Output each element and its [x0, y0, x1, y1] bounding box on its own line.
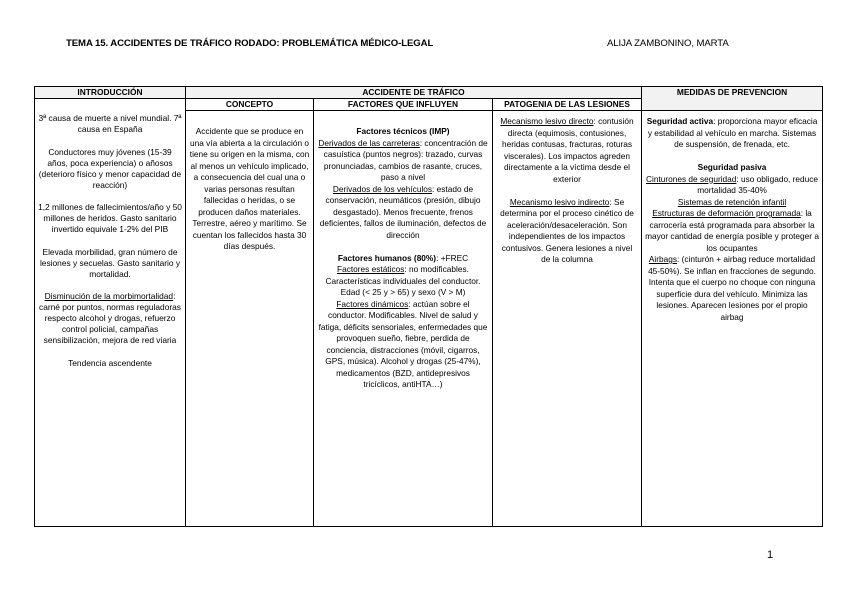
medidas-retencion: Sistemas de retención infantil	[677, 196, 787, 207]
medidas-activa	[645, 116, 819, 151]
document-author: ALIJA ZAMBONINO, MARTA	[607, 38, 729, 49]
col-header-introduccion: INTRODUCCIÓN	[35, 87, 186, 99]
humanos-title: Factores humanos (80%)	[337, 252, 437, 263]
medidas-cinturones	[645, 174, 819, 197]
factores-estaticos	[317, 264, 489, 299]
medidas-deformacion	[645, 208, 819, 254]
intro-p5	[38, 291, 182, 346]
humanos-text: : +FREC	[436, 252, 469, 263]
medidas-pasiva-title: Seguridad pasiva	[697, 162, 767, 172]
dinamicos-text: : actúan sobre el conductor. Modificables. Nivel de salud y fatiga, déficits sensoriales, enfermedades que provoquen sueño, fiebre, perdida de conciencia, distracciones (móvil, cigarros, GPS, música). Alcohol y drogas (25-47%), medicamentos (BZD, antidepresivos tricíclicos, antiHTA…)	[318, 298, 488, 389]
carreteras-title: Derivados de las carreteras	[318, 137, 420, 148]
intro-p5-title: Disminución de la morbimortalidad	[44, 291, 174, 301]
intro-p4: Elevada morbilidad, gran número de lesiones y secuelas. Gasto sanitario y mortalidad.	[39, 246, 181, 279]
patogenia-indirecto	[496, 197, 638, 266]
summary-table	[34, 86, 823, 527]
page-number: 1	[767, 549, 774, 561]
factores-dinamicos	[317, 299, 489, 391]
cell-introduccion	[35, 99, 186, 527]
intro-p6: Tendencia ascendente	[68, 357, 152, 368]
cinturones-title: Cinturones de seguridad	[645, 173, 737, 184]
vehiculos-title: Derivados de los vehículos	[332, 183, 433, 194]
col-header-medidas: MEDIDAS DE PREVENCION	[642, 87, 823, 111]
airbags-text: : (cinturón + airbag reduce mortalidad 45-50%). Se inflan en fracciones de segundo. Intenta que el cuerpo no choque con ninguna superficie dura del vehículo. Minimiza las lesiones. Aparecen lesiones por el propio airbag	[648, 254, 816, 322]
concepto-text: Accidente que se produce en una vía abierta a la circulación o tiene su origen en la misma, con al menos un vehículo implicado, a consecuencia del cual una o varias personas resultan fallecidas o heridas, o se producen daños materiales. Terrestre, aéreo y marítimo. Se cuentan los fallecidos hasta 30 días después.	[189, 126, 310, 251]
subheader-concepto: CONCEPTO	[186, 99, 314, 111]
vehiculos-text: : estado de conservación, neumáticos (presión, dibujo desgastado). Menos frecuente, frenos deficientes, fallos de iluminación, defectos de dirección	[319, 183, 487, 240]
col-header-accidente: ACCIDENTE DE TRÁFICO	[186, 87, 642, 99]
indirecto-title: Mecanismo lesivo indirecto	[509, 196, 610, 207]
cell-concepto	[186, 111, 314, 527]
cinturones-text: : uso obligado, reduce mortalidad 35-40%	[697, 173, 819, 195]
factores-carreteras	[317, 138, 489, 184]
medidas-airbags	[645, 254, 819, 323]
header-row-1	[35, 87, 823, 99]
document-title: TEMA 15. ACCIDENTES DE TRÁFICO RODADO: PROBLEMÁTICA MÉDICO-LEGAL	[66, 38, 434, 49]
cell-factores	[314, 111, 493, 527]
patogenia-directo	[496, 116, 638, 185]
activa-text: : proporciona mayor eficacia y estabilidad al vehículo en marcha. Sistemas de suspensión, de frenada, etc.	[647, 116, 818, 149]
intro-p5-text: : carné por puntos, normas reguladoras respecto alcohol y drogas, refuerzo control policial, campañas sensibilización, mejora de red viaria	[39, 291, 181, 345]
activa-title: Seguridad activa	[646, 116, 714, 126]
subheader-factores: FACTORES QUE INFLUYEN	[314, 99, 493, 111]
airbags-title: Airbags	[648, 254, 678, 264]
factores-humanos	[317, 253, 489, 265]
deformacion-text: : la carrocería está programada para absorber la mayor cantidad de energía posible y proteger a los ocupantes	[645, 208, 819, 253]
dinamicos-title: Factores dinámicos	[336, 298, 409, 309]
directo-text: : contusión directa (equimosis, contusiones, heridas contusas, fracturas, roturas viscerales). Los impactos agreden directamente a la víctima desde el exterior	[501, 116, 634, 184]
intro-p2: Conductores muy jóvenes (15-39 años, poca experiencia) o añosos (deterioro físico y menor capacidad de reacción)	[38, 146, 182, 190]
directo-title: Mecanismo lesivo directo	[500, 116, 594, 126]
subheader-patogenia: PATOGENIA DE LAS LESIONES	[493, 99, 642, 111]
factores-vehiculos	[317, 184, 489, 242]
estaticos-text: : no modificables. Características individuales del conductor. Edad (< 25 y > 65) y sexo (V > M)	[325, 264, 481, 297]
factores-tecnicos-title: Factores técnicos (IMP)	[356, 126, 450, 136]
carreteras-text: : concentración de casuística (puntos negros): trazado, curvas pronunciadas, cambios de rasante, cruces, paso a nivel	[323, 137, 488, 182]
estaticos-title: Factores estáticos	[337, 264, 405, 274]
cell-patogenia	[493, 111, 642, 527]
intro-p3: 1,2 millones de fallecimientos/año y 50 millones de heridos. Gasto sanitario invertido equivale 1-2% del PIB	[38, 202, 182, 234]
indirecto-text: : Se determina por el proceso cinético de aceleración/desaceleración. Son independientes de los impactos contusivos. Genera lesiones a nivel de la columna	[500, 196, 634, 264]
intro-p1: 3ª causa de muerte a nivel mundial. 7ª causa en España	[38, 113, 182, 134]
cell-medidas	[642, 111, 823, 527]
deformacion-title: Estructuras de deformación programada	[652, 208, 801, 218]
